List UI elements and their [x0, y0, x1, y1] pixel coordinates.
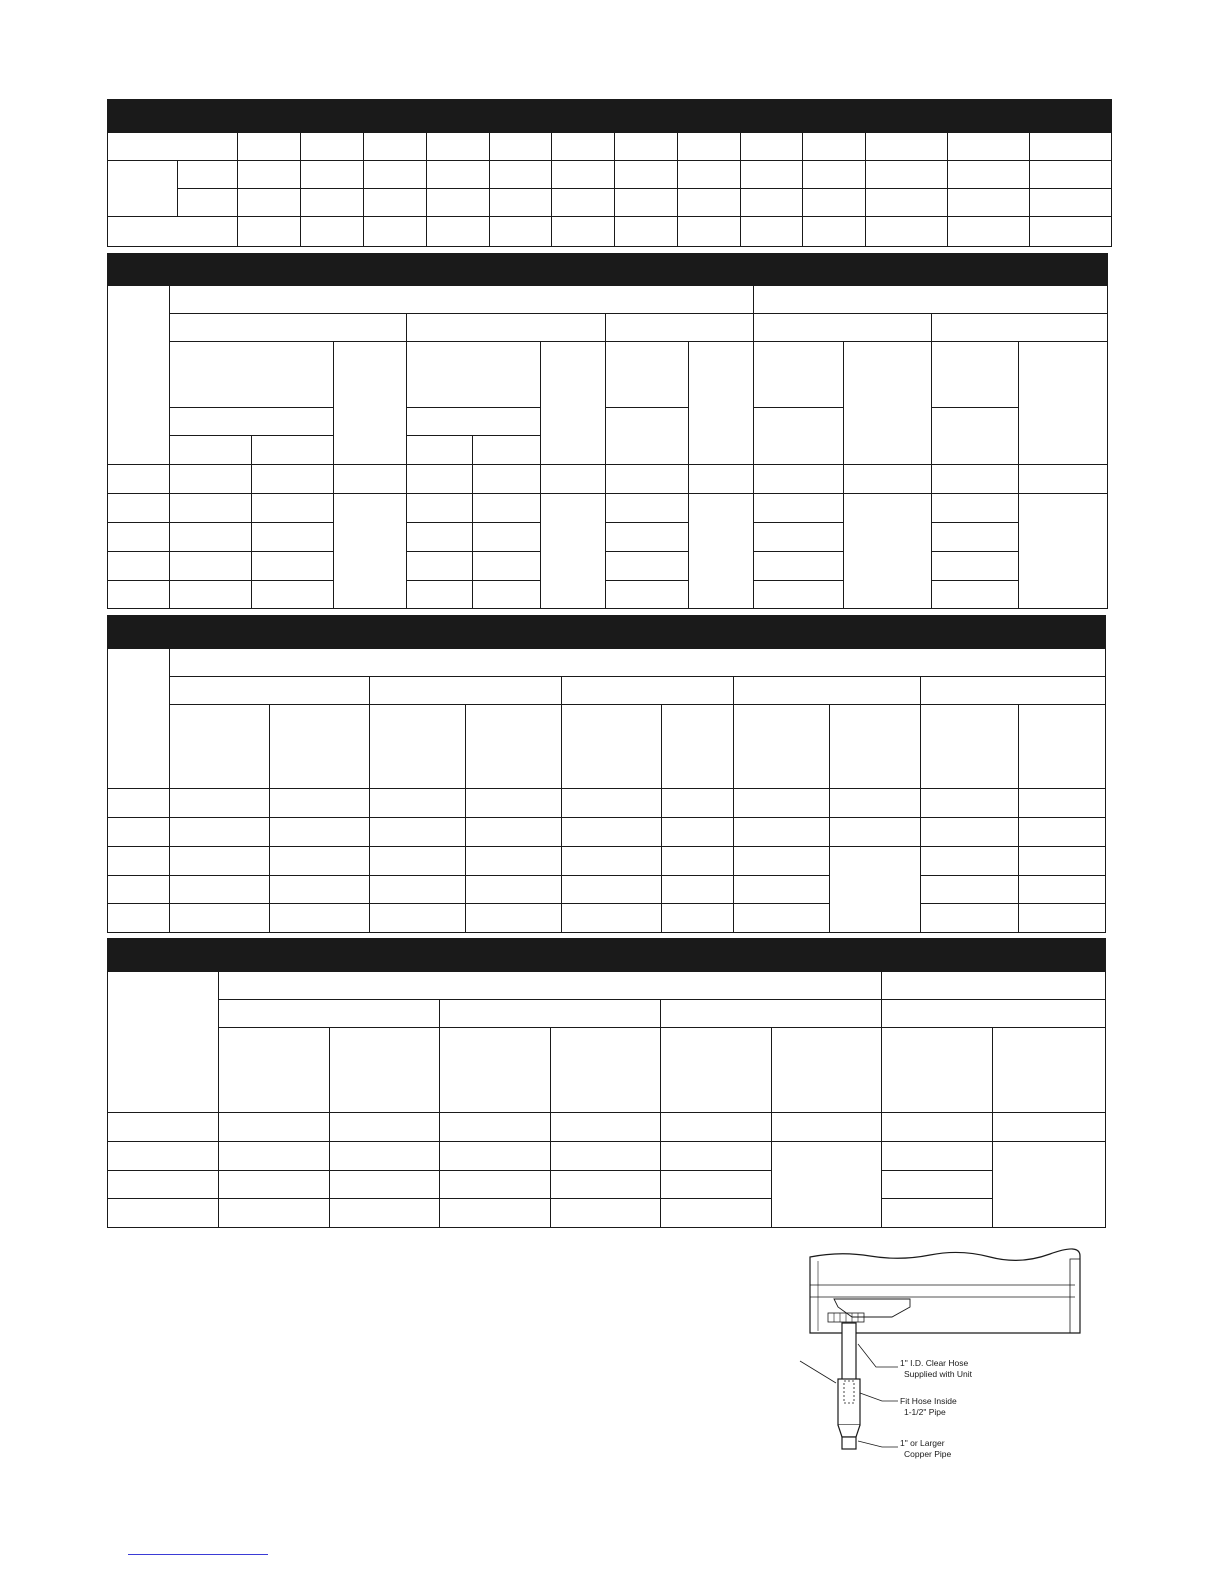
table-cell: [541, 342, 606, 464]
table-cell: [1019, 847, 1106, 876]
table-cell: [948, 189, 1030, 217]
table-cell: [662, 789, 734, 818]
table-cell: [615, 217, 678, 247]
table-cell: [490, 133, 552, 161]
table-cell: [734, 677, 921, 705]
table-cell: [606, 493, 689, 522]
table-cell: [882, 1142, 993, 1171]
table-cell: [1030, 133, 1112, 161]
pipe-reducer: [838, 1425, 860, 1437]
table-cell: [440, 1171, 551, 1199]
table-cell: [219, 1142, 330, 1171]
table-cell: [993, 1142, 1106, 1228]
table-cell: [754, 522, 844, 551]
table-cell: [1019, 464, 1108, 493]
table-cell: [932, 342, 1019, 408]
table-cell: [866, 133, 948, 161]
table-cell: [330, 1113, 440, 1142]
table-cell: [606, 342, 689, 408]
table-cell: [170, 649, 1106, 677]
table-cell: [108, 818, 170, 847]
leader-line-fit: [860, 1393, 898, 1401]
table-cell: [1019, 876, 1106, 904]
table-cell: [466, 904, 562, 933]
table-cell: [490, 217, 552, 247]
table-cell: [662, 705, 734, 789]
table-cell: [678, 189, 741, 217]
table-cell: [473, 522, 541, 551]
table-cell: [440, 1028, 551, 1113]
table-cell: [551, 1199, 661, 1228]
unit-cabinet-outline: [810, 1249, 1080, 1333]
table-cell: [170, 522, 252, 551]
table-cell: [993, 1028, 1106, 1113]
table-cell: [170, 314, 407, 342]
table-cell: [108, 286, 170, 464]
table-cell: [921, 789, 1019, 818]
table-cell: [407, 464, 473, 493]
table-cell: [252, 522, 334, 551]
table-cell: [170, 677, 370, 705]
copper-pipe: [842, 1437, 856, 1449]
footer-link-underline[interactable]: [128, 1554, 268, 1555]
table-cell: [541, 464, 606, 493]
table-cell: [370, 818, 466, 847]
table-cell: [661, 1028, 772, 1113]
table-cell: [407, 580, 473, 608]
table-cell: [551, 1142, 661, 1171]
table-cell: [1030, 189, 1112, 217]
table-cell: [772, 1142, 882, 1228]
table-cell: [606, 551, 689, 580]
table-cell: [364, 217, 427, 247]
table-cell: [754, 551, 844, 580]
table-cell: [803, 161, 866, 189]
table-cell: [108, 847, 170, 876]
table-cell: [370, 876, 466, 904]
table-cell: [948, 133, 1030, 161]
table-cell: [562, 818, 662, 847]
table-cell: [330, 1171, 440, 1199]
table-cell: [170, 493, 252, 522]
table-cell: [932, 551, 1019, 580]
table-cell: [741, 217, 803, 247]
table-cell: [741, 189, 803, 217]
table-cell: [170, 551, 252, 580]
table-cell: [427, 217, 490, 247]
table-cell: [473, 493, 541, 522]
table-cell: [219, 1000, 440, 1028]
table-cell: [219, 1113, 330, 1142]
table-cell: [734, 818, 830, 847]
table-cell: [882, 1028, 993, 1113]
table-cell: [662, 904, 734, 933]
table-cell: [427, 189, 490, 217]
table-cell: [108, 789, 170, 818]
table-cell: [301, 217, 364, 247]
table-cell: [170, 705, 270, 789]
large-pipe: [838, 1379, 860, 1425]
table-cell: [407, 522, 473, 551]
table-cell: [803, 133, 866, 161]
table-cell: [754, 314, 932, 342]
table-cell: [334, 464, 407, 493]
table-cell: [270, 789, 370, 818]
table-cell: [661, 1142, 772, 1171]
table-cell: [108, 551, 170, 580]
table-cell: [844, 342, 932, 464]
table-cell: [754, 408, 844, 464]
table-cell: [108, 493, 170, 522]
table-cell: [689, 342, 754, 464]
table-2-header-band: [108, 254, 1108, 286]
table-cell: [440, 1000, 661, 1028]
table-cell: [252, 464, 334, 493]
table-cell: [844, 464, 932, 493]
table-cell: [734, 847, 830, 876]
table-cell: [270, 818, 370, 847]
table-cell: [1030, 217, 1112, 247]
pipe-label: 1" or Larger: [900, 1438, 945, 1448]
table-cell: [108, 1171, 219, 1199]
hose-label: Supplied with Unit: [904, 1369, 973, 1379]
table-cell: [932, 493, 1019, 522]
table-3-header-band: [108, 616, 1106, 649]
table-cell: [606, 580, 689, 608]
table-cell: [948, 217, 1030, 247]
table-cell: [562, 876, 662, 904]
table-cell: [754, 464, 844, 493]
table-cell: [364, 161, 427, 189]
table-cell: [741, 133, 803, 161]
table-cell: [830, 847, 921, 933]
table-cell: [734, 705, 830, 789]
table-cell: [882, 1171, 993, 1199]
table-cell: [754, 580, 844, 608]
table-cell: [490, 189, 552, 217]
table-cell: [219, 1199, 330, 1228]
table-cell: [1019, 789, 1106, 818]
table-cell: [844, 493, 932, 608]
table-cell: [1030, 161, 1112, 189]
table-cell: [270, 847, 370, 876]
table-cell: [238, 189, 301, 217]
table-cell: [252, 551, 334, 580]
table-cell: [466, 705, 562, 789]
table-cell: [932, 580, 1019, 608]
table-cell: [440, 1113, 551, 1142]
table-cell: [882, 1113, 993, 1142]
table-cell: [108, 217, 238, 247]
table-cell: [178, 189, 238, 217]
leader-line-pipe: [858, 1441, 898, 1447]
leader-line-hose: [858, 1344, 898, 1367]
table-cell: [552, 189, 615, 217]
drain-pan: [834, 1299, 910, 1317]
table-cell: [932, 314, 1108, 342]
table-cell: [252, 493, 334, 522]
table-cell: [921, 904, 1019, 933]
table-cell: [551, 1028, 661, 1113]
table-cell: [541, 493, 606, 608]
table-cell: [330, 1199, 440, 1228]
table-cell: [440, 1199, 551, 1228]
table-cell: [606, 314, 754, 342]
spec-table-2: [107, 253, 1107, 609]
table-cell: [921, 705, 1019, 789]
table-cell: [734, 904, 830, 933]
table-cell: [466, 876, 562, 904]
table-cell: [772, 1028, 882, 1113]
table-cell: [932, 522, 1019, 551]
table-cell: [219, 1171, 330, 1199]
table-cell: [108, 161, 178, 217]
table-cell: [108, 133, 238, 161]
table-cell: [407, 551, 473, 580]
table-cell: [562, 705, 662, 789]
table-cell: [407, 436, 473, 464]
table-cell: [551, 1113, 661, 1142]
spec-table-1: [107, 99, 1111, 247]
hose-label: 1" I.D. Clear Hose: [900, 1358, 969, 1368]
table-cell: [170, 847, 270, 876]
table-cell: [108, 1142, 219, 1171]
table-cell: [993, 1113, 1106, 1142]
table-cell: [830, 818, 921, 847]
table-cell: [473, 464, 541, 493]
table-cell: [803, 189, 866, 217]
fit-label: 1-1/2" Pipe: [904, 1407, 946, 1417]
table-cell: [661, 1000, 882, 1028]
table-cell: [662, 818, 734, 847]
table-cell: [473, 551, 541, 580]
clear-hose: [842, 1323, 856, 1387]
table-cell: [754, 342, 844, 408]
table-cell: [170, 286, 754, 314]
table-cell: [407, 493, 473, 522]
table-cell: [552, 217, 615, 247]
table-cell: [108, 522, 170, 551]
table-cell: [238, 217, 301, 247]
table-cell: [661, 1171, 772, 1199]
table-cell: [882, 1000, 1106, 1028]
table-cell: [948, 161, 1030, 189]
table-cell: [466, 847, 562, 876]
table-cell: [170, 789, 270, 818]
table-cell: [370, 705, 466, 789]
table-cell: [170, 464, 252, 493]
table-cell: [754, 493, 844, 522]
table-cell: [1019, 818, 1106, 847]
table-cell: [407, 342, 541, 408]
table-cell: [170, 342, 334, 408]
table-cell: [238, 161, 301, 189]
table-cell: [170, 818, 270, 847]
table-cell: [615, 189, 678, 217]
table-cell: [921, 818, 1019, 847]
table-cell: [108, 1199, 219, 1228]
table-cell: [108, 464, 170, 493]
table-cell: [252, 580, 334, 608]
table-cell: [108, 904, 170, 933]
drain-hose-diagram: [780, 1247, 1110, 1477]
table-cell: [866, 161, 948, 189]
table-cell: [921, 847, 1019, 876]
leader-line-left: [800, 1361, 836, 1383]
table-cell: [108, 580, 170, 608]
table-cell: [108, 972, 219, 1113]
table-cell: [921, 876, 1019, 904]
table-cell: [606, 522, 689, 551]
table-cell: [170, 436, 252, 464]
table-cell: [921, 677, 1106, 705]
table-cell: [678, 133, 741, 161]
table-cell: [1019, 904, 1106, 933]
table-cell: [330, 1028, 440, 1113]
table-cell: [689, 464, 754, 493]
table-cell: [662, 847, 734, 876]
table-cell: [427, 161, 490, 189]
table-cell: [427, 133, 490, 161]
table-cell: [741, 161, 803, 189]
table-cell: [334, 342, 407, 464]
table-cell: [882, 972, 1106, 1000]
table-cell: [108, 1113, 219, 1142]
table-cell: [219, 1028, 330, 1113]
table-cell: [734, 876, 830, 904]
table-cell: [562, 677, 734, 705]
table-cell: [364, 133, 427, 161]
table-cell: [689, 493, 754, 608]
table-cell: [178, 161, 238, 189]
table-cell: [370, 847, 466, 876]
table-cell: [606, 408, 689, 464]
table-cell: [932, 408, 1019, 464]
table-cell: [108, 649, 170, 789]
unit-side-panel: [1070, 1259, 1080, 1333]
table-cell: [615, 133, 678, 161]
table-4-header-band: [108, 939, 1106, 972]
table-cell: [606, 464, 689, 493]
fit-label: Fit Hose Inside: [900, 1396, 957, 1406]
table-cell: [1019, 705, 1106, 789]
table-cell: [734, 789, 830, 818]
spec-table-4: [107, 938, 1105, 1227]
table-cell: [170, 580, 252, 608]
table-cell: [882, 1199, 993, 1228]
table-cell: [238, 133, 301, 161]
table-cell: [330, 1142, 440, 1171]
table-1-header-band: [108, 100, 1112, 133]
table-cell: [490, 161, 552, 189]
table-cell: [662, 876, 734, 904]
table-cell: [440, 1142, 551, 1171]
table-cell: [270, 705, 370, 789]
table-cell: [830, 789, 921, 818]
table-cell: [678, 217, 741, 247]
table-cell: [552, 161, 615, 189]
table-cell: [252, 436, 334, 464]
table-cell: [551, 1171, 661, 1199]
table-cell: [466, 818, 562, 847]
table-cell: [270, 876, 370, 904]
table-cell: [562, 847, 662, 876]
table-cell: [932, 464, 1019, 493]
table-cell: [615, 161, 678, 189]
table-cell: [866, 217, 948, 247]
table-cell: [754, 286, 1108, 314]
table-cell: [562, 789, 662, 818]
table-cell: [170, 904, 270, 933]
table-cell: [301, 161, 364, 189]
table-cell: [334, 493, 407, 608]
table-cell: [370, 904, 466, 933]
table-cell: [170, 876, 270, 904]
table-cell: [1019, 342, 1108, 464]
table-cell: [678, 161, 741, 189]
table-cell: [301, 133, 364, 161]
table-cell: [562, 904, 662, 933]
table-cell: [473, 436, 541, 464]
table-cell: [661, 1199, 772, 1228]
table-cell: [772, 1113, 882, 1142]
table-cell: [170, 408, 334, 436]
table-cell: [364, 189, 427, 217]
table-cell: [466, 789, 562, 818]
table-cell: [1019, 493, 1108, 608]
table-cell: [270, 904, 370, 933]
table-cell: [370, 677, 562, 705]
table-cell: [219, 972, 882, 1000]
table-cell: [830, 705, 921, 789]
table-cell: [803, 217, 866, 247]
table-cell: [661, 1113, 772, 1142]
table-cell: [301, 189, 364, 217]
table-cell: [407, 408, 541, 436]
table-cell: [552, 133, 615, 161]
table-cell: [108, 876, 170, 904]
table-cell: [370, 789, 466, 818]
pipe-label: Copper Pipe: [904, 1449, 952, 1459]
table-cell: [407, 314, 606, 342]
spec-table-3: [107, 615, 1105, 932]
table-cell: [866, 189, 948, 217]
table-cell: [473, 580, 541, 608]
